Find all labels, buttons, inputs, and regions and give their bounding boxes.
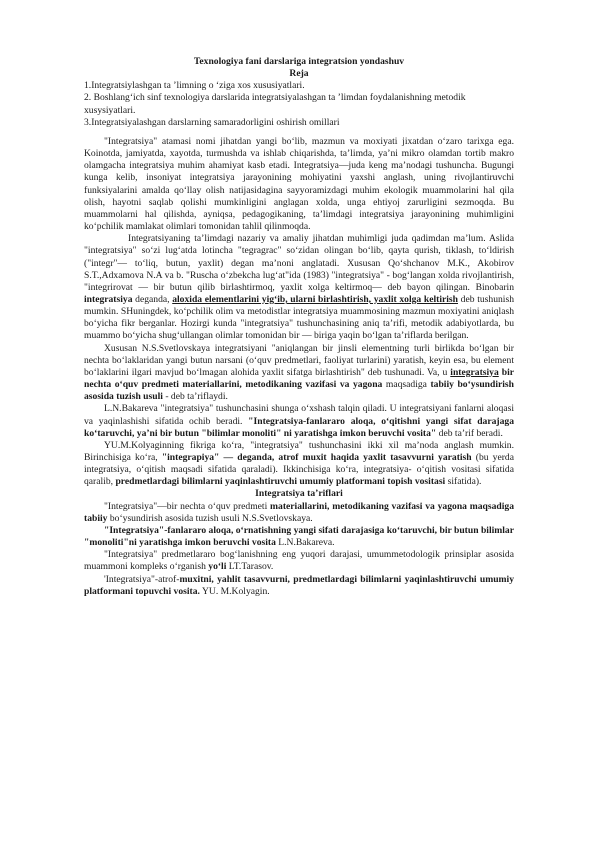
text-run: LT.Tarasov.	[226, 561, 274, 573]
text-run: (bu yerda integratsiya, o‘qitish maqsadi sifatida qaraladi). Ikkinchisiga ko‘ra, integratsiya- o‘qitish vositasi sifatida qaralib,	[84, 452, 514, 488]
bold-text: bir nechta o‘quv predmeti materiallarini, metodikaning vazifasi va yagona	[84, 366, 514, 391]
bold-term: integratsiya	[450, 366, 499, 378]
paragraph-definition	[84, 233, 514, 342]
definition-item	[84, 525, 514, 549]
text-run: YU. M.Kolyagin.	[199, 585, 270, 597]
paragraph-svetlovskaya	[84, 343, 514, 404]
text-run: "Integratsiya"—bir nechta o‘quv predmeti	[104, 500, 271, 512]
plan-item: 2. Boshlang‘ich sinf texnologiya darslarida integratsiyalashgan ta ’limdan foydalanishning metodik xusysiyatlari.	[84, 92, 466, 116]
text-run: 'Integratsiya"-atrof-	[104, 573, 180, 585]
paragraph-intro: "Integratsiya" atamasi nomi jihatdan yangi bo‘lib, mazmun va moxiyati jixatdan o‘zaro tarixga ega. Koinotda, jamiyatda, xayotda, turmushda va ishlab chiqarishda, ta’limda, ya’ni mikro olamdan tortib makro olamgacha integratsiya muhim ahamiyat kasb etadi. Integratsiya—juda keng ma’nodagi tushuncha. Bugungi kunga kelib, insoniyat integratsiya jarayonining mohiyatini yaxshi anglash, uning rivojlantiruvchi funksiyalarini amalda qo‘llay olish natijasidagina sayyoramizdagi muhim ekologik muammolarini hal qila olish, hayotni saqlab qolishi mumkinligini anglagan xolda, unga ehtiyoj zarurligini sezmoqda. Bu muammolarni hal qilishda, ayniqsa, pedagogikaning, ta’limdagi integratsiya jarayonining muhimligini ko‘pchilik mamlakat olimlari tomonidan tahlil qilinmoqda.	[84, 135, 514, 233]
paragraph-kolyagin	[84, 440, 514, 489]
bold-text: yo‘li	[208, 561, 227, 573]
plan-item: 1.Integratsiylashgan ta ’limning o ‘ziga xos xususiyatlari.	[84, 80, 305, 92]
bold-quote: "integrapiya" — deganda, atrof muxit haqida yaxlit tasavvurni yaratish	[161, 452, 472, 463]
bold-quote: "Integratsiya-fanlararo aloqa, o‘qitishni yangi sifat darajaga ko‘taruvchi, ya’ni bir butun "bilimlar monoliti" ni yaratishga imkon beruvchi vosita"	[84, 415, 514, 439]
bold-text: predmetlardagi bilimlarni yaqinlashtiruvchi umumiy platformani topish vositasi	[115, 476, 446, 488]
bold-text: muxitni, yahlit tasavvurni, predmetlardagi bilimlarni yaqinlashtiruvchi umumiy platformani topuvchi vosita.	[84, 573, 514, 597]
definition-item	[84, 501, 514, 525]
text-run: sifatida).	[445, 476, 482, 488]
paragraph-bakareva	[84, 403, 514, 439]
bold-text: materiallarini, metodikaning vazifasi va yagona maqsadiga tabiiy	[84, 500, 514, 524]
section-subheading: Integratsiya ta’riflari	[255, 488, 343, 500]
document-page	[84, 56, 514, 598]
text-run: L.N.Bakareva.	[275, 537, 335, 549]
plan-heading: Reja	[289, 68, 309, 80]
text-run: L.N.Bakareva "integratsiya" tushunchasini shunga o‘xshash talqin qiladi. U integratsiyani fanlarni aloqasi va yaqinlashishi sifatida ochib beradi.	[84, 403, 514, 427]
text-run: "Integratsiya" predmetlararo bog‘lanishning eng yuqori darajasi, umummetodologik prinsiplar asosida muammoni kompleks o‘rganish	[84, 549, 514, 573]
definition-item	[84, 549, 514, 573]
text-run: deb ta’rif beradi.	[436, 427, 503, 439]
text-run: - deb ta’riflaydi.	[162, 391, 228, 403]
text-run: deb tushunish mumkin. SHuningdek, ko‘pchilik olim va metodistlar integratsiya muammosining mazmun moxiyatini aniqlash bo‘yicha fikr berganlar. Hozirgi kunda "integratsiya" tushunchasining aniq ta’rifi, metodik adabiyotlarda, bu muammo bo‘yicha shug‘ullangan olimlar tomonidan bir — biriga yaqin bo‘lgan ta’riflarda berilgan.	[84, 293, 514, 342]
bold-text: "Integratsiya"-fanlararo aloqa, o‘rnatishning yangi sifati darajasiga ko‘taruvchi, bir butun bilimlar "monoliti"ni yaratishga imkon beruvchi vosita	[84, 524, 514, 549]
document-title: Texnologiya fani darslariga integratsion yondashuv	[193, 56, 405, 67]
text-run: bo‘ysundirish asosida tuzish usuli N.S.Svetlovskaya.	[107, 512, 313, 524]
text-run: deganda,	[132, 293, 173, 305]
spacer	[84, 129, 514, 136]
plan-item: 3.Integratsiyalashgan darslarning samaradorligini oshirish omillari	[84, 116, 340, 128]
text-run: Integratsiyaning ta’limdagi nazariy va amaliy jihatdan muhimligi juda qadimdan ma’lum. Aslida "integratsiya" so‘zi lug‘atda lotincha "tegragrac" so‘zidan olingan bo‘lib, qayta qurish, tiklash, to‘ldirish ("integr"— to‘liq, butun, yaxlit) degan ma’noni anglatadi. Xususan Qo‘shchanov M.K., Akobirov S.T.,Adxamova N.A va b. "Ruscha o‘zbekcha lug‘at"ida (1983) "integratsiya" - bog‘langan xolda rivojlantirish, "integrirovat — bir butun qilib birlashtirmoq, yaxlit xolga keltirmoq— deb bayon qilingan. Binobarin	[84, 233, 514, 293]
definition-item	[84, 574, 514, 598]
bold-term: integratsiya	[84, 293, 133, 305]
text-run: maqsadiga	[382, 379, 431, 391]
underlined-definition: aloxida elementlarini yig‘ib, ularni birlashtirish, yaxlit xolga keltirish	[172, 293, 458, 305]
text-run: Xususan N.S.Svetlovskaya integratsiyani "aniqlangan bir jinsli elementning turli birlikda bo‘lgan bir nechta bo‘laklaridan yangi butun narsani (o‘quv predmetlari, faoliyat turlarini) yaratish, keyin esa, bu element bo‘laklarini ilgari mavjud bo‘lmagan alohida yaxlit sifatga birlashtirish" deb tushunadi. Va, u	[84, 342, 514, 378]
text-run: YU.M.Kolyaginning fikriga ko‘ra, "integratsiya" tushunchasini ikki xil ma’noda anglash mumkin. Birinchisiga ko‘ra,	[84, 439, 514, 463]
bold-text: tabiiy bo‘ysundirish asosida tuzish usuli	[84, 379, 514, 403]
